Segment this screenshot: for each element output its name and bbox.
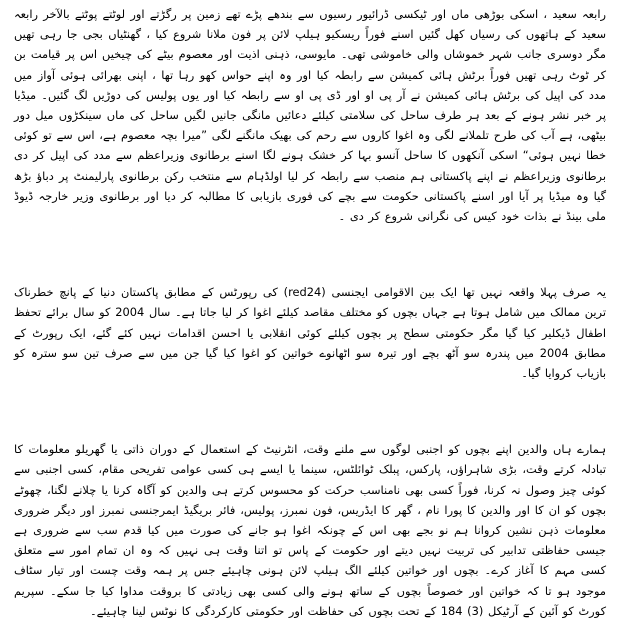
article-page	[14, 4, 606, 636]
paragraph-kidnapping-story: رابعہ سعید ، اسکی بوڑھی ماں اور ٹیکسی ڈرائیور رسیوں سے بندھے پڑے تھے زمین پر رگڑتے اور لوٹتے پوٹتے بالآخر رابعہ سعید کے ہاتھوں کی رسیاں کھل گئیں اسنے فوراً ریسکیو ہیلپ لائن پر فون ملانا شروع کیا ، گھنٹیاں بجی جا رہی تھیں مگر دوسری جانب شہر خموشاں والی خاموشی تھی۔ مایوسی، ذہنی اذیت اور معصوم بیٹے کی چیخیں اس پر قیامت بن کر ٹوٹ رہی تھیں فوراً برٹش ہائی کمیشن سے رابطہ کیا اور وہ اپنے حواس کھو رہا تھا ، اپنی بھرائی ہوئی آواز میں مدد کی اپیل کی برٹش ہائی کمیشن نے آر پی او اور ڈی پی او سے رابطہ کیا اور یوں پولیس کی دوڑیں لگ گئیں۔ میڈیا پر خبر نشر ہونے کے بعد ہر طرف ساحل کی سلامتی کیلئے دعائیں مانگی جانیں لگیں ساحل کی ماں سینکڑوں میل دور بیٹھی، ہے آب کی طرح تلملانے لگی وہ اغوا کاروں سے رحم کی بھیک مانگنے لگی ”میرا بچہ معصوم ہے، اس سے تو کوئی خطا نہیں ہوئی“ اسکی آنکھوں کا ساحل آنسو بہا کر خشک ہونے لگا اسنے برطانوی وزیراعظم سے مدد کی اپیل کر دی برطانوی وزیراعظم نے اپنے پاکستانی ہم منصب سے رابطہ کر لیا اولڈہام سے منتخب رکن برطانوی پارلیمنٹ پر دباؤ بڑھ گیا وہ میڈیا پر آیا اور اسنے پاکستانی حکومت سے بچے کی فوری بازیابی کا مطالبہ کر دیا اور برطانوی وزیر خارجہ ڈیوڈ ملی بینڈ نے بذات خود کیس کی نگرانی شروع کر دی ۔	[14, 7, 606, 224]
paragraph-safety-measures: ہمارے ہاں والدین اپنے بچوں کو اجنبی لوگوں سے ملنے وقت، انٹرنیٹ کے استعمال کے دوران ذاتی یا گھریلو معلومات کا تبادلہ کرتے وقت، بڑی شاہراؤں، پارکس، پبلک ٹوائلٹس، سینما یا ایسے ہی کسی عوامی تفریحی مقام، کسی اجنبی سے کوئی چیز وصول نہ کرنا، فوراً کسی بھی نامناسب حرکت کو محسوس کرتے ہی والدین کو آگاہ کرنا یا چلانے لگنا، چھوٹے بچوں کو ان کا اور والدین کا پورا نام ، گھر کا ایڈریس، فون نمبرز، پولیس، فائر بریگیڈ ایمرجنسی نمبرز اور دیگر ضروری معلومات ذہن نشین کروانا ہم نو بجے بھی اس کے چونکہ اغوا ہو جانے کی صورت میں کیا قدم سب سے ضروری ہے جیسی حفاظتی تدابیر کی تربیت نہیں دیتے اور حکومت کے پاس تو اتنا وقت ہی نہیں کہ وہ ان تمام امور سے متعلق کسی مہم کا آغاز کرے۔ بچوں اور خواتین کیلئے الگ ہیلپ لائن ہونی چاہیئے جس پر ہمہ وقت چست اور تیار سٹاف موجود ہو تا کہ خواتین اور خصوصاً بچوں کے ساتھ ہونے والی کسی بھی زیادتی کا بروقت مداوا کیا جا سکے۔ سپریم کورٹ کو آئین کے آرٹیکل (3) 184 کے تحت بچوں کی حفاظت اور حکومتی کارکردگی کا نوٹس لینا چاہیئے۔	[14, 442, 606, 618]
paragraph-red24-report: یہ صرف پہلا واقعہ نہیں تھا ایک بین الاقوامی ایجنسی (red24) کی رپورٹس کے مطابق پاکستان دنیا کے پانچ خطرناک ترین ممالک میں شامل ہوتا ہے جہاں بچوں کو مختلف مقاصد کیلئے اغوا کر لیا جاتا ہے۔ سال 2004 کو سال برائے تحفظ اطفال ڈیکلیر کیا گیا مگر حکومتی سطح پر بچوں کیلئے کوئی انقلابی یا احسن اقدامات نہیں کئے گئے، ایک رپورٹ کے مطابق 2004 میں پندرہ سو آٹھ بچے اور تیرہ سو اٹھانوے خواتین کو اغوا کیا گیا جن میں سے صرف تین سو سترہ کو بازیاب کروایا گیا۔	[14, 285, 606, 381]
